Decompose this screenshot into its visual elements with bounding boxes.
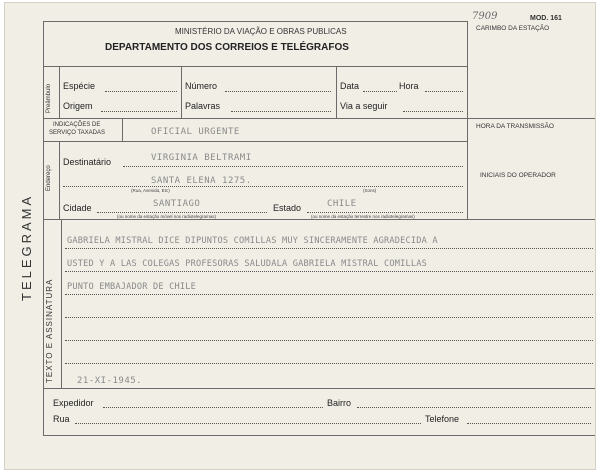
via-field[interactable] bbox=[403, 111, 463, 112]
department-title: DEPARTAMENTO DOS CORREIOS E TELÉGRAFOS bbox=[105, 42, 349, 53]
texto-line-6[interactable] bbox=[65, 363, 593, 364]
texto-label-divider bbox=[61, 219, 62, 388]
preambulo-divider-1 bbox=[181, 66, 182, 118]
destinatario-label: Destinatário bbox=[63, 157, 112, 167]
texto-section-label: TEXTO E ASSINATURA bbox=[45, 278, 54, 383]
telegram-form bbox=[4, 2, 596, 470]
preambulo-label-divider bbox=[59, 66, 60, 118]
hora-field[interactable] bbox=[425, 91, 463, 92]
via-label: Via a seguir bbox=[340, 101, 388, 111]
indicacoes-label-1: INDICAÇÕES DE bbox=[53, 122, 101, 128]
right-section-top bbox=[467, 118, 595, 119]
estado-label: Estado bbox=[273, 203, 302, 213]
preambulo-top bbox=[43, 66, 467, 67]
ministry-title: MINISTÉRIO DA VIAÇÃO E OBRAS PUBLICAS bbox=[175, 27, 347, 36]
texto-line-5[interactable] bbox=[65, 340, 593, 341]
telefone-field[interactable] bbox=[467, 423, 591, 424]
preambulo-divider-2 bbox=[336, 66, 337, 118]
message-line-1: GABRIELA MISTRAL DICE DIPUNTOS COMILLAS MUY SINCERAMENTE AGRADECIDA A bbox=[67, 236, 438, 246]
message-line-3: PUNTO EMBAJADOR DE CHILE bbox=[67, 282, 196, 292]
estado-hint: (ou nome da estação terrestre nos radiotelegramas) bbox=[311, 214, 415, 219]
expedidor-field[interactable] bbox=[103, 407, 323, 408]
hora-transmissao-label: HORA DA TRANSMISSÃO bbox=[476, 123, 554, 130]
expedidor-label: Expedidor bbox=[53, 398, 94, 408]
data-label: Data bbox=[340, 81, 360, 91]
indicacoes-value: OFICIAL URGENTE bbox=[151, 127, 240, 137]
rua-field[interactable] bbox=[75, 423, 421, 424]
texto-line-1[interactable] bbox=[65, 248, 593, 249]
iniciais-operador-label: INICIAIS DO OPERADOR bbox=[480, 172, 556, 179]
frame-top bbox=[43, 21, 467, 22]
model-number: MOD. 161 bbox=[530, 15, 562, 22]
numero-field[interactable] bbox=[225, 91, 331, 92]
cidade-value: SANTIAGO bbox=[153, 199, 201, 209]
numero-label: Número bbox=[185, 81, 218, 91]
street-hint: (Rua, Avenida, Etc) bbox=[131, 188, 170, 193]
preambulo-bottom bbox=[43, 118, 467, 119]
indicacoes-bottom bbox=[43, 141, 467, 142]
cidade-label: Cidade bbox=[63, 203, 92, 213]
street-value: SANTA ELENA 1275. bbox=[151, 176, 252, 186]
indicacoes-divider bbox=[122, 118, 123, 141]
preambulo-right bbox=[467, 66, 468, 118]
cidade-field[interactable] bbox=[97, 212, 267, 213]
stamp-label: CARIMBO DA ESTAÇÃO bbox=[476, 25, 550, 32]
number-hint: (Sons) bbox=[363, 188, 377, 193]
right-column-divider bbox=[467, 118, 468, 219]
palavras-field[interactable] bbox=[231, 111, 331, 112]
cidade-hint: (ou nome da estação móvel nos radiotelegramas) bbox=[117, 214, 217, 219]
hora-label: Hora bbox=[399, 81, 419, 91]
destinatario-field[interactable] bbox=[123, 166, 463, 167]
texto-top bbox=[43, 219, 595, 220]
endereco-section-label: Endereço bbox=[46, 165, 52, 191]
bairro-label: Bairro bbox=[327, 398, 352, 408]
handwritten-number: 7909 bbox=[472, 11, 498, 22]
data-field[interactable] bbox=[363, 91, 397, 92]
palavras-label: Palavras bbox=[185, 101, 221, 111]
side-title: TELEGRAMA bbox=[19, 193, 34, 301]
street-field[interactable] bbox=[63, 186, 463, 187]
texto-line-4[interactable] bbox=[65, 317, 593, 318]
preambulo-section-label: Preâmbulo bbox=[46, 83, 52, 113]
telefone-label: Telefone bbox=[425, 414, 460, 424]
endereco-label-divider bbox=[59, 141, 60, 219]
message-date: 21-XI-1945. bbox=[77, 376, 143, 386]
bairro-field[interactable] bbox=[357, 407, 591, 408]
estado-field[interactable] bbox=[307, 212, 463, 213]
estado-value: CHILE bbox=[327, 199, 357, 209]
frame-bottom bbox=[43, 435, 595, 436]
frame-header-right bbox=[467, 21, 468, 66]
destinatario-value: VIRGINIA BELTRAMI bbox=[151, 153, 252, 163]
texto-line-2[interactable] bbox=[65, 271, 593, 272]
frame-left bbox=[43, 21, 44, 435]
texto-bottom bbox=[43, 388, 595, 389]
especie-label: Espécie bbox=[63, 81, 96, 91]
message-line-2: USTED Y A LAS COLEGAS PROFESORAS SALUDALA GABRIELA MISTRAL COMILLAS bbox=[67, 259, 428, 269]
origem-label: Origem bbox=[63, 101, 93, 111]
texto-line-3[interactable] bbox=[65, 294, 593, 295]
indicacoes-label-2: SERVIÇO TAXADAS bbox=[49, 130, 106, 136]
rua-label: Rua bbox=[53, 414, 70, 424]
especie-field[interactable] bbox=[105, 91, 177, 92]
origem-field[interactable] bbox=[101, 111, 177, 112]
